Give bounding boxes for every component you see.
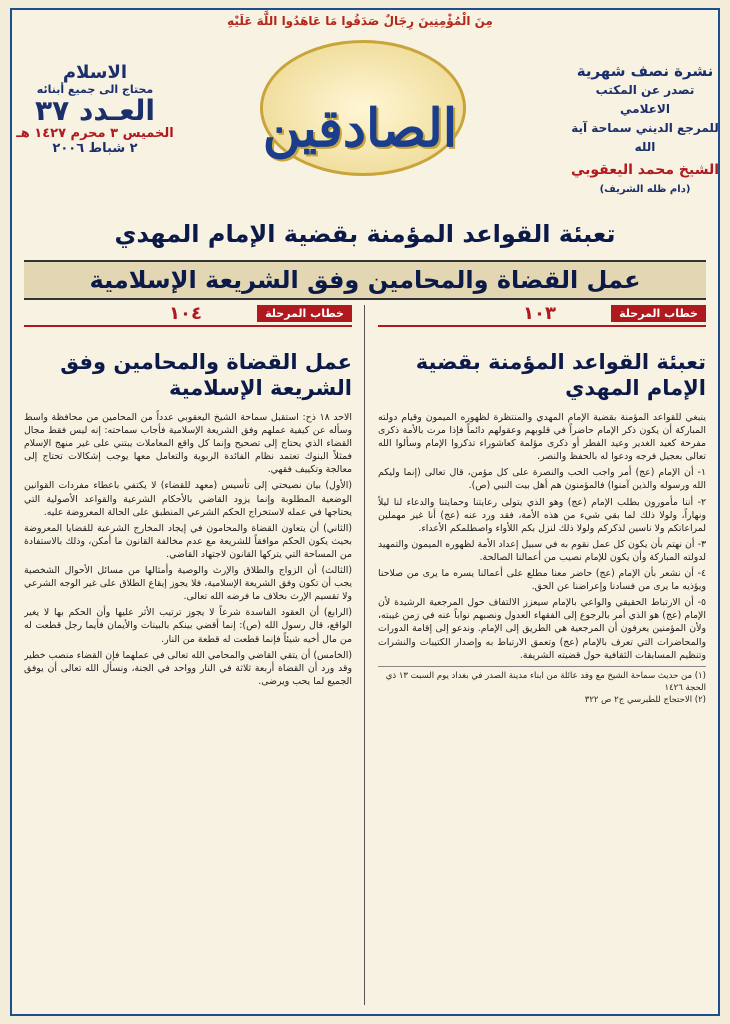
article-paragraph: (الثالث) أن الزواج والطلاق والإرث والوصية وأمثالها من مسائل الأحوال الشخصية يجب أن تكون وفق الشريعة الإسلامية، فلا يجوز إيقاع الطلاق على غير الوجه الشرعي ولا تقسيم الإرث بخلاف ما فرضه الله تعالى.: [24, 565, 352, 603]
publisher-authority: للمرجع الديني سماحة آية الله: [571, 121, 719, 154]
article-paragraph: (الخامس) أن يتقي القاضي والمحامي الله تعالى في عملهما فإن القضاء منصب خطير وقد ورد أن القضاة أربعة ثلاثة في النار وواحد في الجنة، ونسأل الله تعالى أن يوفق الجميع لما يحب ويرضى.: [24, 649, 352, 687]
article-paragraph: ٣- أن نهتم بأن يكون كل عمل نقوم به في سبيل إعداد الأمة لظهوره الميمون والتمهيد لدولته المباركة وأن يكون للإمام نصيب من أعمالنا الصالحة.: [378, 538, 706, 563]
slogan-subtitle: محتاج الى جميع أبنائه: [36, 83, 154, 96]
article-body: [24, 411, 352, 688]
section-number: ١٠٤: [169, 305, 202, 324]
article-paragraph: ٢- أننا مأمورون بطلب الإمام (عج) وهو الذي يتولى رعايتنا وحمايتنا والدعاء لنا ليلاً ونهاراً، ولولا ذلك لما بقي شيء من هذه الأمة، فقد ورد عنه (عج) أنا غير مهملين لمراعاتكم ولا ناسين لذكركم ولولا ذلك لنزل بكم اللأواء واصطلمكم الأعداء.: [378, 496, 706, 534]
article-right: [378, 305, 706, 1005]
article-paragraph: (الرابع) أن العقود الفاسدة شرعاً لا يجوز ترتيب الأثر عليها وأن الحكم بها لا يغير الواقع، قال رسول الله (ص): إنما أقضي بينكم بالبينات والأيمان فأيما رجل قطعت له من مال أخيه شيئاً فإنما قطعت له قطعة من النار.: [24, 607, 352, 645]
logo-title: الصادقين: [262, 98, 458, 159]
footnote: (٢) الاحتجاج للطبرسي ج٢ ص ٣٢٢: [584, 694, 706, 705]
publication-type: نشرة نصف شهرية: [576, 62, 714, 80]
article-header: [24, 305, 352, 327]
section-label: خطاب المرحلة: [611, 305, 706, 322]
footnotes: [378, 666, 706, 706]
subheadline-banner: عمل القضاة والمحامين وفق الشريعة الإسلامية: [24, 260, 706, 300]
article-left: [24, 305, 352, 1005]
article-paragraph: ٥- أن الارتباط الحقيقي والواعي بالإمام سيعزز الالتفاف حول المرجعية الرشيدة لأن الإمام (عج) هو الذي أمر بالرجوع إلى الفقهاء العدول ونصبهم نواباً عنه في زمن غيبته، ولأن المؤمنين يعرفون أن المرجعية هي الطريق إلى الإمام. وندعو إلى إقامة الدورات والمحاضرات التي تعرف بالإمام (عج) وتعمق الارتباط به وإصدار الكتيبات والنشرات وتنظيم المسابقات الثقافية حول قضيته الشريفة.: [378, 597, 706, 661]
article-title: تعبئة القواعد المؤمنة بقضية الإمام المهدي: [415, 350, 706, 400]
issue-date-gregorian: ٢ شباط ٢٠٠٦: [52, 141, 138, 156]
authority-name: الشيخ محمد اليعقوبي: [570, 162, 720, 178]
logo-quran-verse: مِنَ الْمُؤْمِنِينَ رِجَالٌ صَدَقُوا مَا عَاهَدُوا اللَّهَ عَلَيْهِ: [227, 14, 493, 28]
article-title: عمل القضاة والمحامين وفق الشريعة الإسلامية: [60, 350, 352, 400]
publisher-office: تصدر عن المكتب الاعلامي: [595, 83, 695, 116]
issue-number: العـدد ٣٧: [35, 94, 155, 127]
footnote: (١) من حديث سماحة الشيخ مع وفد عائلة من ابناء مدينة الصدر في بغداد يوم السبت ١٣ ذي الحجة ١٤٢٦: [385, 670, 706, 693]
article-header: [378, 305, 706, 327]
authority-blessing: (دام ظله الشريف): [599, 184, 691, 195]
masthead-logo: [180, 10, 540, 220]
section-label: خطاب المرحلة: [257, 305, 352, 322]
slogan-title: الاسلام: [62, 62, 128, 83]
publisher-info: [570, 62, 720, 199]
article-paragraph: ينبغي للقواعد المؤمنة بقضية الإمام المهدي والمنتظرة لظهوره الميمون وقيام دولته المباركة أن يكون ذكر الإمام حاضراً في قلوبهم وعقولهم دائماً فإذا مرت بالأمة ذكرى مفرحة كعيد الغدير وعيد الفطر أو ذكرى مؤلمة كعاشوراء تذكروا الإمام وسألوا الله تعالى بعجيل فرجه ودعوا له بالحفظ والنصر.: [378, 412, 706, 463]
column-divider: [364, 305, 365, 1005]
headline-banner: تعبئة القواعد المؤمنة بقضية الإمام المهدي: [114, 220, 616, 248]
article-paragraph: ١- أن الإمام (عج) أمر واجب الحب والنصرة على كل مؤمن، قال تعالى (إنما وليكم الله ورسوله والذين آمنوا) فالمؤمنون هم أهل بيت النبي (ص).: [378, 467, 706, 492]
article-paragraph: (الثاني) أن يتعاون القضاة والمحامون في إيجاد المخارج الشرعية للقضايا المعروضة بحيث يكون الحكم موافقاً للشريعة مع عدم مخالفة القانون ما أمكن، وذلك بالاستفادة من المساحة التي يتركها القانون لاجتهاد القاضي.: [24, 522, 352, 560]
article-paragraph: (الأول) بيان نصيحتي إلى تأسيس (معهد للقضاء) لا يكتفي باعطاء مفردات القوانين الوضعية المطلوبة وإنما يزود القاضي بالأحكام الشرعية والقواعد الأصولية التي يحتاجها في عمله لاستخراج الحكم الشرعي المنطبق على الحالة المعروضة عليه.: [24, 480, 352, 518]
article-paragraph: الاحد ١٨ ذح: استقبل سماحة الشيخ اليعقوبي عدداً من المحامين من محافظة واسط وسأله عن كيفية عملهم وفق الشريعة الإسلامية فأجاب سماحته: إنه ليس فقط مجال القضاء الذي يحتاج إلى تصحيح وإنما كل واقع المعاملات يبتني على غير منهج الإسلام فمثلاً البنوك تعتمد نظام الفائدة الربوية والتعامل معها يوجب إشكالات تحتاج إلى معالجة وتكييف فقهي.: [24, 412, 352, 476]
issue-date-hijri: الخميس ٣ محرم ١٤٢٧ هـ: [16, 126, 174, 141]
issue-info: [10, 62, 180, 156]
article-paragraph: ٤- أن نشعر بأن الإمام (عج) حاضر معنا مطلع على أعمالنا يسره ما يرى من صلاحنا ويؤذيه ما يرى من فسادنا وإعراضنا عن الحق.: [378, 568, 706, 593]
section-number: ١٠٣: [523, 305, 556, 324]
article-body: [378, 411, 706, 662]
